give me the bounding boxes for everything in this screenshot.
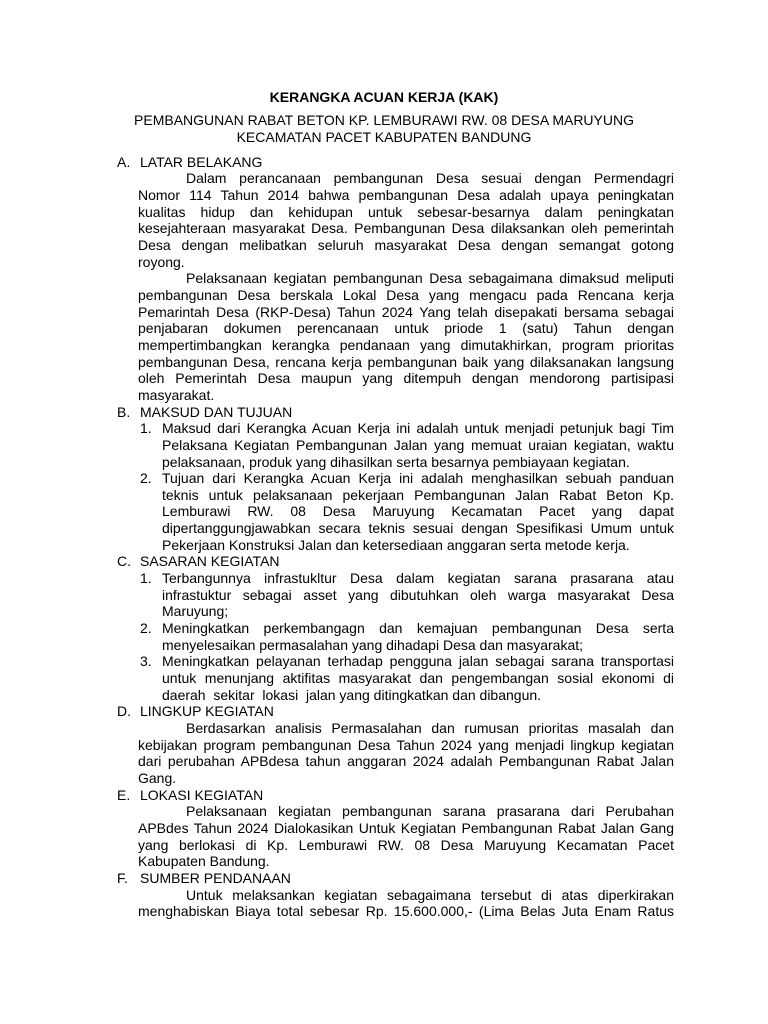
section-heading (117, 404, 674, 421)
list-item-line: dipertanggungjawabkan secara teknis sesuai dengan Spesifikasi Umum untuk (162, 520, 674, 537)
list-item-line: pelaksanaan, produk yang dihasilkan serta besarnya pembiayaan kegiatan. (162, 453, 630, 470)
paragraph-line: Pemarintah Desa (RKP-Desa) Tahun 2024 Yang telah disepakati bersama sebagai (138, 303, 674, 320)
paragraph-line: oleh Pemerintah Desa maupun yang ditempuh dengan mendorong partisipasi (138, 370, 674, 387)
list-item-line: teknis untuk pelaksanaan pekerjaan Pembangunan Jalan Rabat Beton Kp. (162, 486, 674, 503)
list-item-line: infrastuktur sebagai asset yang dibutuhkan oleh warga masyarakat Desa (162, 586, 674, 603)
paragraph-line: Untuk melaksankan kegiatan sebagaimana tersebut di atas diperkirakan (186, 886, 674, 903)
paragraph (117, 170, 674, 270)
section-lokasi-kegiatan (117, 787, 674, 870)
list-item (140, 470, 674, 553)
list-item-line: Tujuan dari Kerangka Acuan Kerja ini adalah menghasilkan sebuah panduan (162, 470, 674, 487)
section-letter: C. (117, 553, 131, 570)
list-item-line: Maksud dari Kerangka Acuan Kerja ini adalah untuk menjadi petunjuk bagi Tim (162, 420, 674, 437)
section-title: LATAR BELAKANG (140, 153, 263, 170)
list-item-number: 1. (140, 570, 152, 587)
list-item-number: 2. (140, 470, 152, 487)
document-title: KERANGKA ACUAN KERJA (KAK) (269, 88, 499, 105)
paragraph (117, 270, 674, 403)
list-item (140, 420, 674, 470)
list-item-line: Lemburawi RW. 08 Desa Maruyung Kecamatan Pacet yang dapat (162, 503, 674, 520)
paragraph-line: pembangunan Desa, rencana kerja pembangunan baik yang dilaksanakan langsung (138, 353, 674, 370)
list-item-line: Terbangunnya infrastukltur Desa dalam kegiatan sarana prasarana atau (162, 570, 674, 587)
paragraph-line: dari perubahan APBdesa tahun anggaran 2024 adalah Pembangunan Rabat Jalan (138, 753, 674, 770)
paragraph-line: Pelaksanaan kegiatan pembangunan Desa sebagaimana dimaksud meliputi (186, 270, 674, 287)
paragraph-line: Pelaksanaan kegiatan pembangunan sarana prasarana dari Perubahan (186, 803, 674, 820)
list-item (140, 620, 674, 653)
section-latar-belakang (117, 154, 674, 404)
paragraph-line: yang berlokasi di Kp. Lemburawi RW. 08 Desa Maruyung Kecamatan Pacet (138, 836, 674, 853)
paragraph-line: APBdes Tahun 2024 Dialokasikan Untuk Kegiatan Pembangunan Rabat Jalan Gang (138, 819, 674, 836)
numbered-list (117, 570, 674, 703)
paragraph-line: kesejahteraan masyarakat Desa. Pembangunan Desa dilaksankan oleh pemerintah (138, 220, 674, 237)
paragraph-line: Kabupaten Bandung. (138, 853, 270, 870)
section-heading (117, 703, 674, 720)
list-item-line: Meningkatkan perkembangagn dan kemajuan pembangunan Desa serta (162, 620, 674, 637)
paragraph-line: pembangunan Desa berskala Lokal Desa yang mengacu pada Rencana kerja (138, 286, 674, 303)
section-title: MAKSUD DAN TUJUAN (140, 403, 293, 420)
paragraph-line: Gang. (138, 769, 177, 786)
document-body (117, 154, 674, 920)
section-letter: D. (117, 703, 131, 720)
list-item-number: 2. (140, 620, 152, 637)
list-item-number: 1. (140, 420, 152, 437)
section-lingkup-kegiatan (117, 703, 674, 786)
section-heading (117, 870, 674, 887)
list-item (140, 570, 674, 620)
numbered-list (117, 420, 674, 553)
paragraph-line: menghabiskan Biaya total sebesar Rp. 15.600.000,- (Lima Belas Juta Enam Ratus (138, 903, 674, 920)
section-heading (117, 154, 674, 171)
section-title: SUMBER PENDANAAN (140, 869, 291, 886)
document-subtitle (0, 112, 768, 146)
section-heading (117, 553, 674, 570)
paragraph-line: Desa dengan melibatkan seluruh masyarakat Desa dengan semangat gotong (138, 236, 674, 253)
section-maksud-dan-tujuan (117, 404, 674, 554)
paragraph-line: mempertimbangkan kerangka pendanaan yang dimutakhirkan, program prioritas (138, 336, 674, 353)
paragraph (117, 887, 674, 920)
section-sumber-pendanaan (117, 870, 674, 920)
list-item-line: menyelesaikan permasalahan yang dihadapi Desa dan masyarakat; (162, 636, 584, 653)
section-letter: B. (117, 403, 131, 420)
list-item (140, 653, 674, 703)
paragraph-line: penjabaran dokumen perencanaan untuk priode 1 (satu) Tahun dengan (138, 320, 674, 337)
document-subtitle-line: PEMBANGUNAN RABAT BETON KP. LEMBURAWI RW. 08 DESA MARUYUNG (134, 111, 634, 128)
list-item-line: untuk menunjang aktifitas masyarakat dan pengembangan sosial ekonomi di (162, 670, 674, 687)
section-heading (117, 787, 674, 804)
list-item-line: Pekerjaan Konstruksi Jalan dan ketersediaan anggaran serta metode kerja. (162, 536, 630, 553)
section-title: SASARAN KEGIATAN (140, 553, 280, 570)
list-item-line: daerah sekitar lokasi jalan yang ditingkatkan dan dibangun. (162, 686, 542, 703)
paragraph-line: Nomor 114 Tahun 2014 bahwa pembangunan Desa adalah upaya peningkatan (138, 187, 674, 203)
paragraph (117, 803, 674, 870)
list-item-line: Pelaksana Kegiatan Pembangunan Jalan yang memuat uraian kegiatan, waktu (162, 436, 674, 453)
document-subtitle-line: KECAMATAN PACET KABUPATEN BANDUNG (236, 128, 532, 145)
paragraph-line: masyarakat. (138, 386, 215, 403)
section-letter: F. (117, 869, 128, 886)
paragraph-line: kualitas hidup dan kehidupan untuk sebesar-besarnya dalam peningkatan (138, 203, 674, 220)
section-sasaran-kegiatan (117, 553, 674, 703)
paragraph-line: Dalam perancanaan pembangunan Desa sesuai dengan Permendagri (186, 170, 674, 187)
section-letter: A. (117, 153, 131, 170)
section-letter: E. (117, 786, 131, 803)
paragraph-line: royong. (138, 253, 185, 270)
paragraph-line: Berdasarkan analisis Permasalahan dan rumusan prioritas masalah dan (186, 720, 674, 736)
section-title: LINGKUP KEGIATAN (140, 703, 274, 720)
paragraph-line: kebijakan program pembangunan Desa Tahun 2024 yang menjadi lingkup kegiatan (138, 736, 674, 753)
list-item-number: 3. (140, 653, 152, 670)
section-title: LOKASI KEGIATAN (140, 786, 264, 803)
list-item-line: Meningkatkan pelayanan terhadap pengguna jalan sebagai sarana transportasi (162, 653, 674, 670)
list-item-line: Maruyung; (162, 603, 229, 620)
paragraph (117, 720, 674, 787)
